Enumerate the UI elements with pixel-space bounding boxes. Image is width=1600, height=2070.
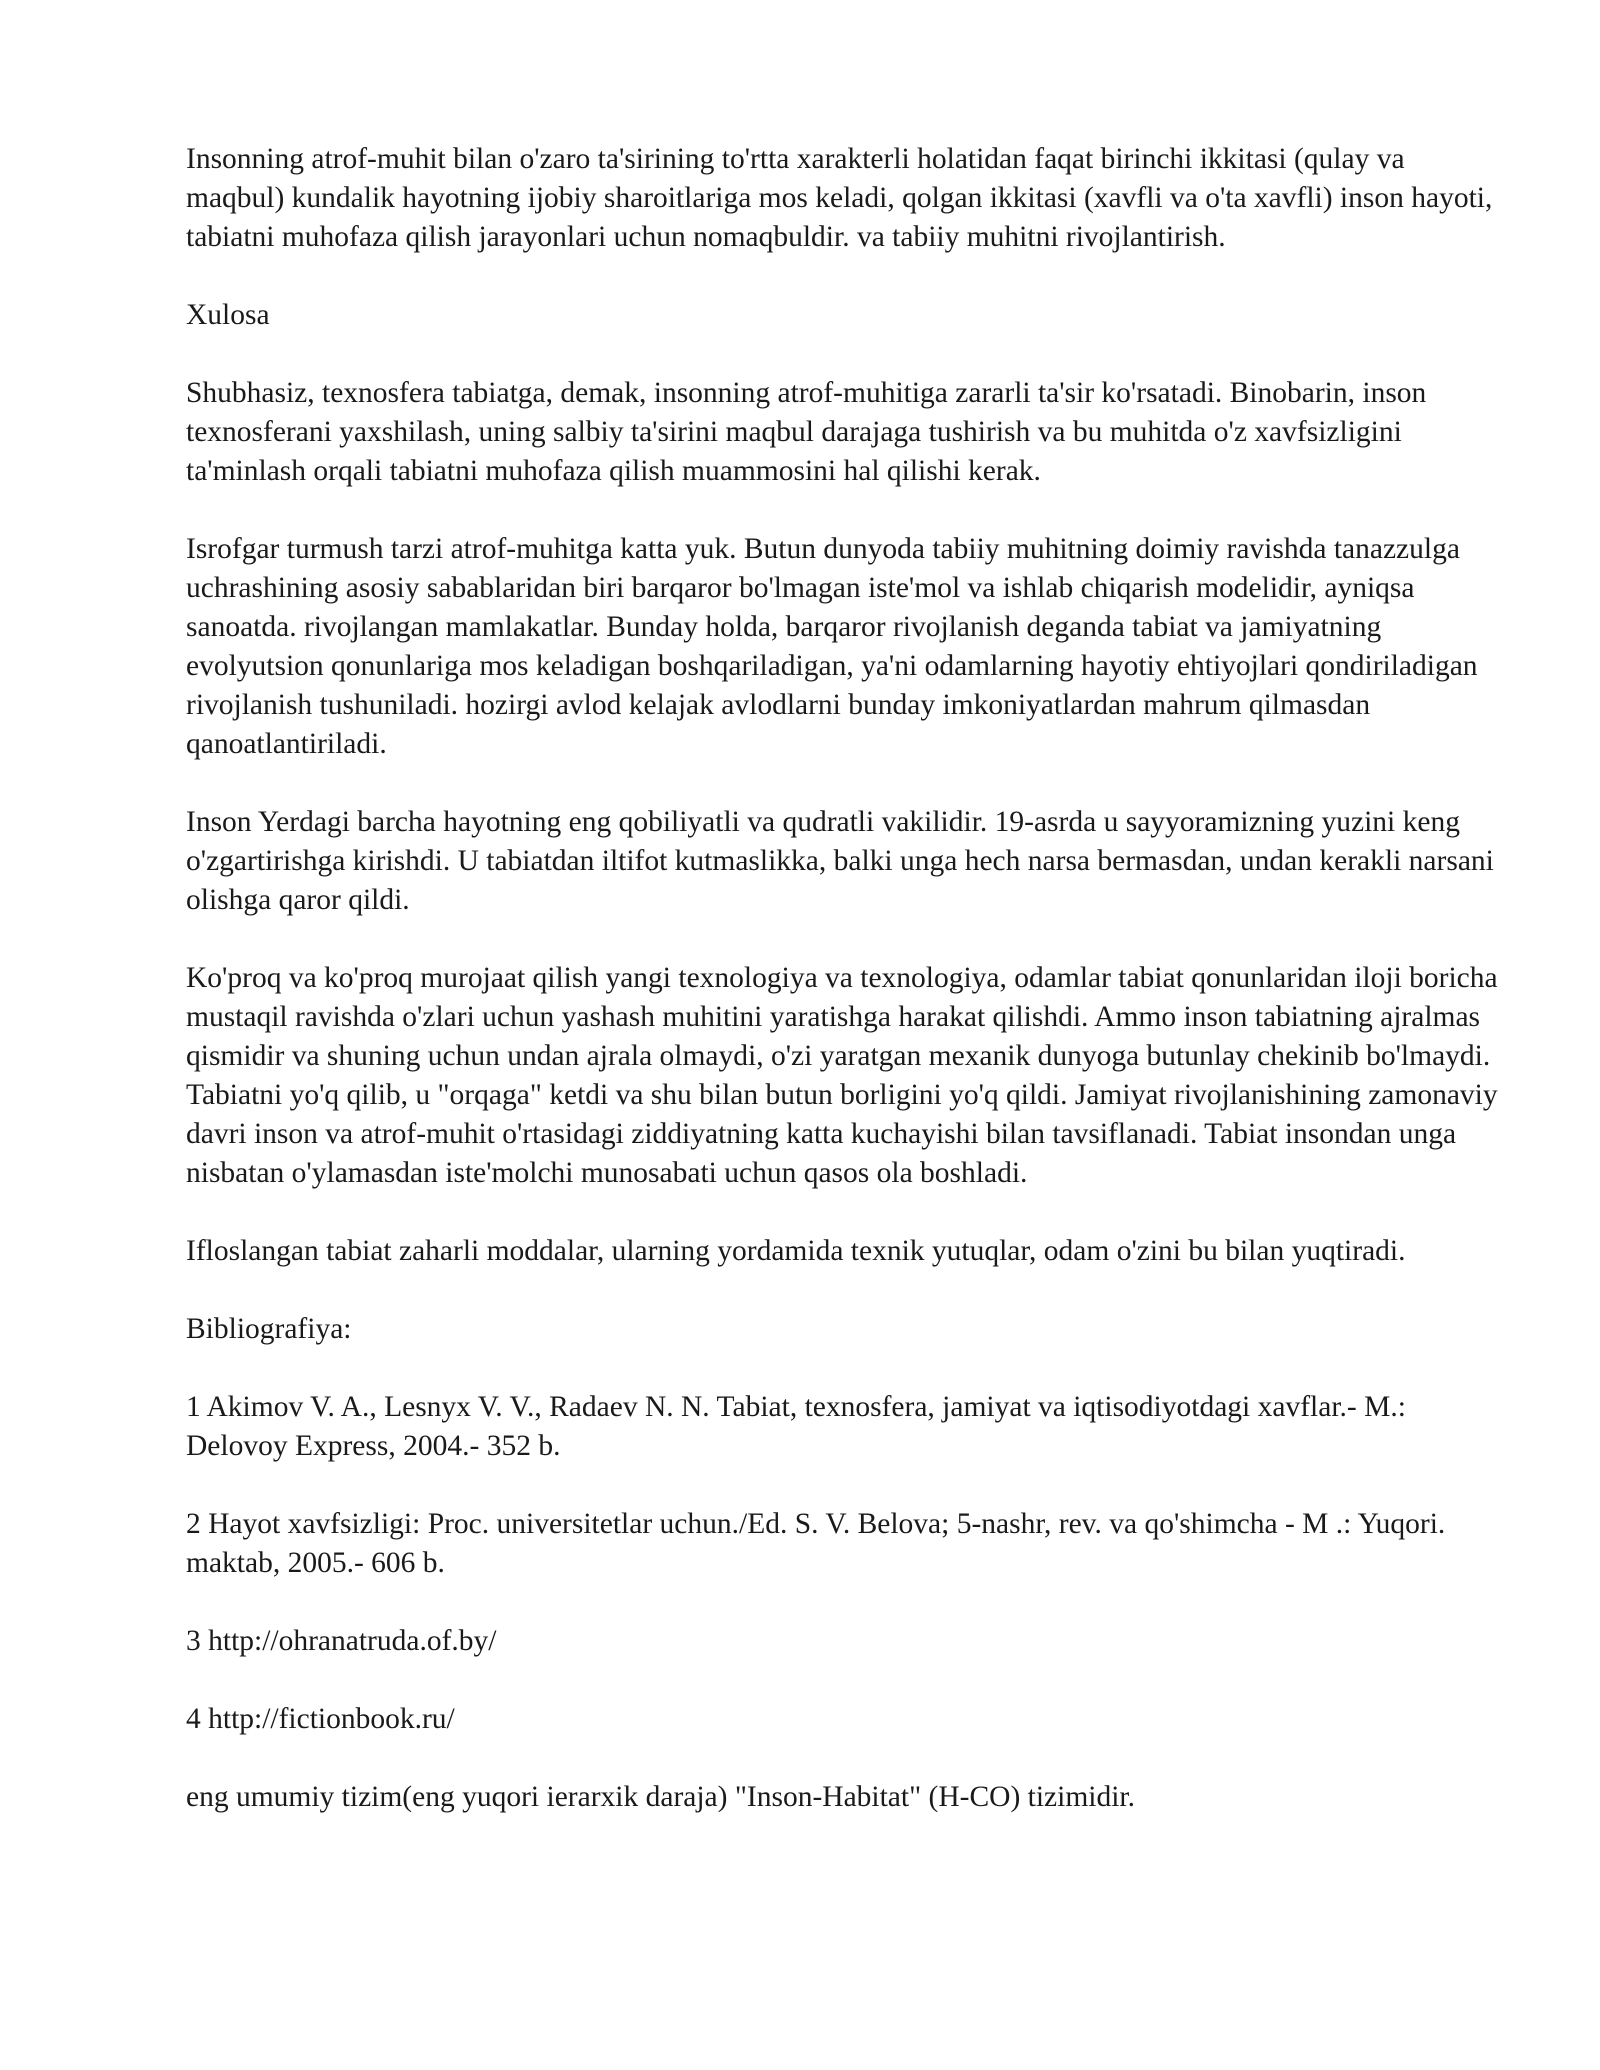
paragraph-technology: Ko'proq va ko'proq murojaat qilish yangi texnologiya va texnologiya, odamlar tabiat qonunlaridan iloji boricha mustaqil ravishda o'zlari uchun yashash muhitini yaratishga harakat qilishdi. Ammo inson tabiatning ajralmas qismidir va shuning uchun undan ajrala olmaydi, o'zi yaratgan mexanik dunyoga butunlay chekinib bo'lmaydi. Tabiatni yo'q qilib, u "orqaga" ketdi va shu bilan butun borligini yo'q qildi. Jamiyat rivojlanishining zamonaviy davri inson va atrof-muhit o'rtasidagi ziddiyatning katta kuchayishi bilan tavsiflanadi. Tabiat insondan unga nisbatan o'ylamasdan iste'molchi munosabati uchun qasos ola boshladi. [186, 962, 1498, 1189]
document-page [186, 140, 1502, 1817]
heading-conclusion: Xulosa [186, 299, 270, 331]
paragraph-system: eng umumiy tizim(eng yuqori ierarxik daraja) "Inson-Habitat" (H-CO) tizimidir. [186, 1781, 1135, 1813]
bibliography-item-3[interactable]: 3 http://ohranatruda.of.by/ [186, 1625, 497, 1657]
paragraph-technosphere: Shubhasiz, texnosfera tabiatga, demak, insonning atrof-muhitiga zararli ta'sir ko'rsatadi. Binobarin, inson texnosferani yaxshilash, uning salbiy ta'sirini maqbul darajaga tushirish va bu muhitda o'z xavfsizligini ta'minlash orqali tabiatni muhofaza qilish muammosini hal qilishi kerak. [186, 377, 1427, 487]
bibliography-item-1: 1 Akimov V. A., Lesnyx V. V., Radaev N. N. Tabiat, texnosfera, jamiyat va iqtisodiyotdagi xavflar.- M.: Delovoy Express, 2004.- 352 b. [186, 1391, 1406, 1462]
paragraph-wasteful-lifestyle: Isrofgar turmush tarzi atrof-muhitga katta yuk. Butun dunyoda tabiiy muhitning doimiy ravishda tanazzulga uchrashining asosiy sabablaridan biri barqaror bo'lmagan iste'mol va ishlab chiqarish modelidir, ayniqsa sanoatda. rivojlangan mamlakatlar. Bunday holda, barqaror rivojlanish deganda tabiat va jamiyatning evolyutsion qonunlariga mos keladigan boshqariladigan, ya'ni odamlarning hayotiy ehtiyojlari qondiriladigan rivojlanish tushuniladi. hozirgi avlod kelajak avlodlarni bunday imkoniyatlardan mahrum qilmasdan qanoatlantiriladi. [186, 533, 1478, 760]
paragraph-polluted-nature: Ifloslangan tabiat zaharli moddalar, ularning yordamida texnik yutuqlar, odam o'zini bu bilan yuqtiradi. [186, 1235, 1406, 1267]
heading-bibliography: Bibliografiya: [186, 1313, 352, 1345]
paragraph-interaction-states: Insonning atrof-muhit bilan o'zaro ta'sirining to'rtta xarakterli holatidan faqat birinchi ikkitasi (qulay va maqbul) kundalik hayotning ijobiy sharoitlariga mos keladi, qolgan ikkitasi (xavfli va o'ta xavfli) inson hayoti, tabiatni muhofaza qilish jarayonlari uchun nomaqbuldir. va tabiiy muhitni rivojlantirish. [186, 143, 1493, 253]
bibliography-item-4[interactable]: 4 http://fictionbook.ru/ [186, 1703, 455, 1735]
paragraph-human-earth: Inson Yerdagi barcha hayotning eng qobiliyatli va qudratli vakilidir. 19-asrda u sayyoramizning yuzini keng o'zgartirishga kirishdi. U tabiatdan iltifot kutmaslikka, balki unga hech narsa bermasdan, undan kerakli narsani olishga qaror qildi. [186, 806, 1494, 916]
bibliography-item-2: 2 Hayot xavfsizligi: Proc. universitetlar uchun./Ed. S. V. Belova; 5-nashr, rev. va qo'shimcha - M .: Yuqori. maktab, 2005.- 606 b. [186, 1508, 1446, 1579]
